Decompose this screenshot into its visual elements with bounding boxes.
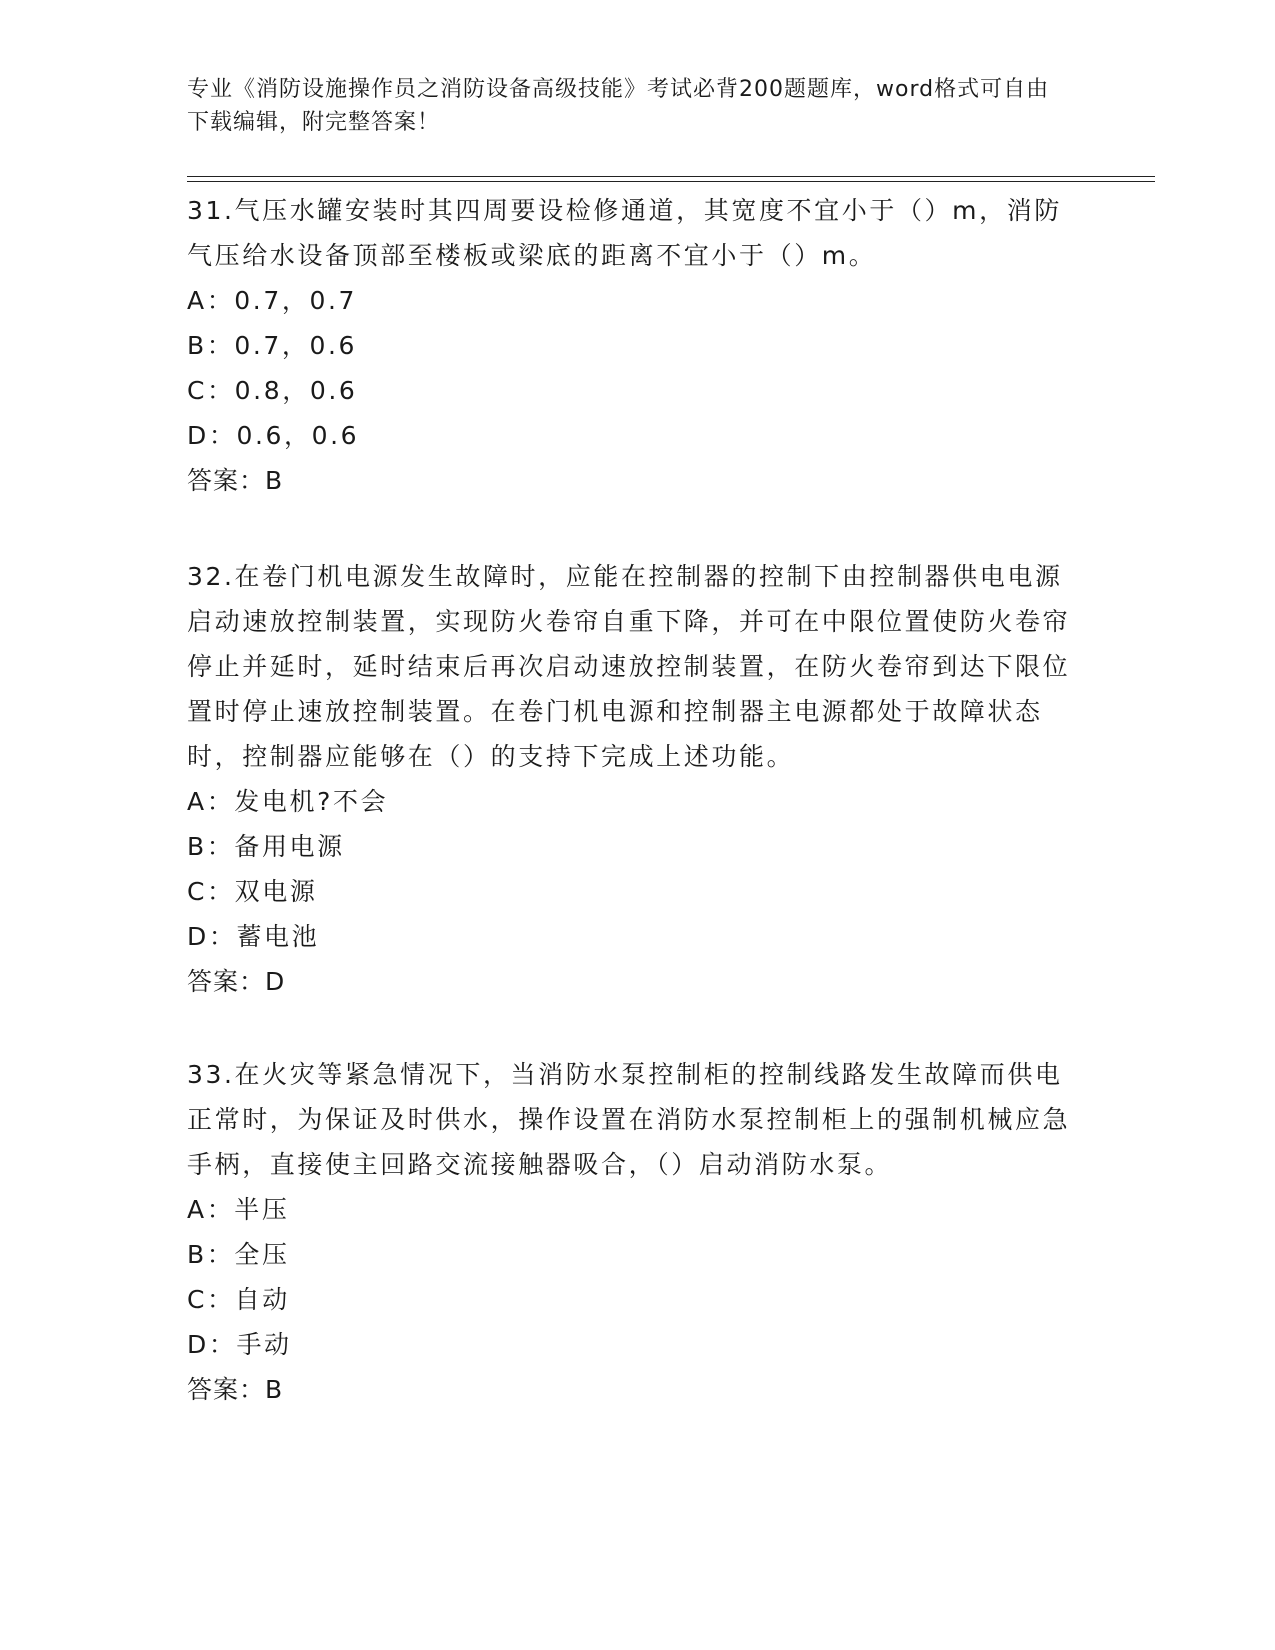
question-31	[187, 188, 1087, 503]
question-stem: 31.气压水罐安装时其四周要设检修通道，其宽度不宜小于（）m，消防气压给水设备顶部至楼板或梁底的距离不宜小于（）m。	[187, 196, 1062, 270]
option-a: A：0.7，0.7	[187, 286, 358, 315]
option-d: D：手动	[187, 1330, 292, 1359]
header-divider-bottom	[187, 181, 1155, 182]
answer: 答案：D	[187, 967, 286, 996]
question-33	[187, 1052, 1087, 1412]
option-b: B：备用电源	[187, 832, 345, 861]
option-d: D：蓄电池	[187, 922, 320, 951]
option-c: C：自动	[187, 1285, 290, 1314]
question-stem: 33.在火灾等紧急情况下，当消防水泵控制柜的控制线路发生故障而供电正常时，为保证及时供水，操作设置在消防水泵控制柜上的强制机械应急手柄，直接使主回路交流接触器吸合，（）启动消防水泵。	[187, 1060, 1071, 1179]
option-a: A：发电机?不会	[187, 787, 389, 816]
header-divider-top	[187, 176, 1155, 177]
question-stem: 32.在卷门机电源发生故障时，应能在控制器的控制下由控制器供电电源启动速放控制装置，实现防火卷帘自重下降，并可在中限位置使防火卷帘停止并延时，延时结束后再次启动速放控制装置，在防火卷帘到达下限位置时停止速放控制装置。在卷门机电源和控制器主电源都处于故障状态时，控制器应能够在（）的支持下完成上述功能。	[187, 562, 1071, 771]
option-c: C：0.8，0.6	[187, 376, 358, 405]
answer: 答案：B	[187, 466, 284, 495]
option-c: C：双电源	[187, 877, 318, 906]
option-a: A：半压	[187, 1195, 290, 1224]
answer: 答案：B	[187, 1375, 284, 1404]
option-d: D：0.6，0.6	[187, 421, 360, 450]
option-b: B：全压	[187, 1240, 290, 1269]
question-32	[187, 554, 1087, 1004]
option-b: B：0.7，0.6	[187, 331, 358, 360]
document-header: 专业《消防设施操作员之消防设备高级技能》考试必背200题题库，word格式可自由下载编辑，附完整答案！	[187, 77, 1050, 135]
